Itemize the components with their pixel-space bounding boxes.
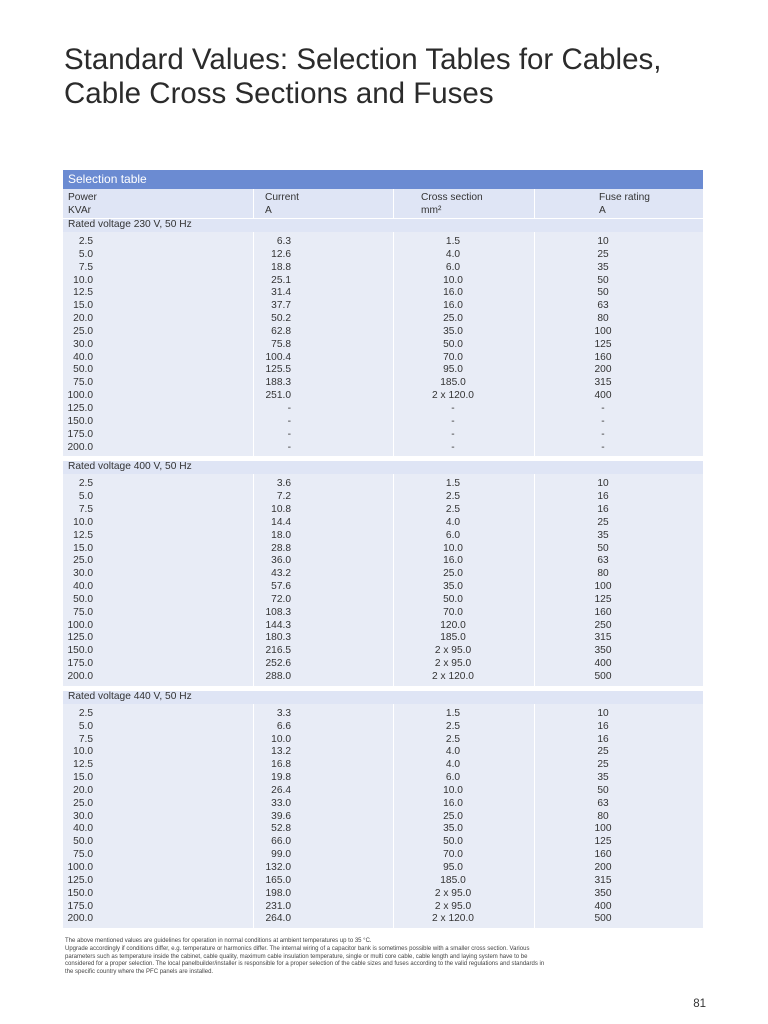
current-cell: 132.0 [265,861,291,873]
power-cell: 40.0 [73,823,93,835]
footnote [65,938,545,977]
table-row [63,416,703,429]
fuse-rating-cell: 50 [597,784,609,796]
cross-section-cell: 50.0 [443,836,463,848]
current-cell: 125.5 [265,364,291,376]
table-row [63,746,703,759]
table-row [63,798,703,811]
current-cell: 264.0 [265,913,291,925]
current-cell: 33.0 [271,797,291,809]
power-cell: 125.0 [67,632,93,644]
power-cell: 75.0 [73,606,93,618]
fuse-rating-cell: 500 [594,671,612,682]
column-header-power [68,192,97,217]
power-cell: 5.0 [78,491,93,503]
power-cell: 40.0 [73,351,93,363]
power-cell: 100.0 [67,390,93,402]
table-row [63,645,703,658]
current-cell: 100.4 [265,351,291,363]
column-header-cross-section-unit: mm² [421,204,442,216]
fuse-rating-cell: 80 [597,568,609,580]
page-title-line-2: Cable Cross Sections and Fuses [64,77,494,110]
current-cell: 10.0 [271,733,291,745]
voltage-group-rows [63,704,703,928]
table-row [63,849,703,862]
table-row [63,671,703,684]
column-header-cross-section-name: Cross section [421,192,483,203]
current-cell: 180.3 [265,632,291,644]
current-cell: 188.3 [265,377,291,389]
fuse-rating-cell: 160 [594,849,612,861]
cross-section-cell: 185.0 [440,874,466,886]
cross-section-cell: 2.5 [445,504,461,516]
column-header-fuse-rating-name: Fuse rating [599,192,650,203]
current-cell: 75.8 [271,338,291,350]
table-row [63,658,703,671]
fuse-rating-cell: 315 [594,874,612,886]
cross-section-cell: 6.0 [445,529,461,541]
current-cell: 216.5 [265,645,291,657]
table-row [63,236,703,249]
fuse-rating-cell: 50 [597,287,609,299]
footnote-line-2: Upgrade accordingly if conditions differ, e.g. temperature or harmonics differ. The internal wiring of a capacitor bank is sometimes possible with a smaller cross section. Various parameters such as temperature inside the cabinet, cable quality, maximum cable insulation temperature, single or multi core cable, cable length and laying system have to be considered for a proper selection. The local panelbuilder/installer is responsible for a proper selection of the cable sizes and fuses according to the valid regulations and standards in the specific country where the PFC panels are installed. [65,945,545,976]
current-cell: 231.0 [265,900,291,912]
current-cell: 18.8 [271,261,291,273]
fuse-rating-cell: 315 [594,377,612,389]
power-cell: 175.0 [67,900,93,912]
column-header-power-name: Power [68,192,97,203]
power-cell: 12.5 [73,287,93,299]
table-row [63,429,703,442]
page-number: 81 [693,998,706,1010]
cross-section-cell: 35.0 [443,325,463,337]
current-cell: 13.2 [271,746,291,758]
current-cell: 3.6 [276,478,291,490]
column-headers [63,189,703,219]
power-cell: 12.5 [73,759,93,771]
cross-section-cell: - [451,415,455,427]
cross-section-cell: 1.5 [445,236,461,247]
table-row [63,785,703,798]
power-cell: 5.0 [78,720,93,732]
voltage-group-rows [63,474,703,686]
group-padding [63,926,703,928]
current-cell: 19.8 [271,772,291,784]
table-row [63,543,703,556]
cross-section-cell: 2.5 [445,491,461,503]
power-cell: 2.5 [78,707,93,719]
power-cell: 150.0 [67,415,93,427]
current-cell: 165.0 [265,874,291,886]
current-cell: 144.3 [265,619,291,631]
table-row [63,901,703,914]
table-row [63,403,703,416]
power-cell: 30.0 [73,810,93,822]
power-cell: 15.0 [73,772,93,784]
current-cell: 36.0 [271,555,291,567]
power-cell: 125.0 [67,874,93,886]
table-row [63,721,703,734]
table-row [63,530,703,543]
power-cell: 2.5 [78,478,93,490]
fuse-rating-cell: 25 [597,248,609,260]
cross-section-cell: 2.5 [445,720,461,732]
cross-section-cell: 95.0 [443,364,463,376]
table-row [63,555,703,568]
cross-section-cell: 120.0 [440,619,466,631]
current-cell: 72.0 [271,593,291,605]
cross-section-cell: 95.0 [443,861,463,873]
fuse-rating-cell: 350 [594,887,612,899]
power-cell: 30.0 [73,568,93,580]
fuse-rating-cell: 80 [597,313,609,325]
power-cell: 10.0 [73,746,93,758]
fuse-rating-cell: 16 [597,504,609,516]
fuse-rating-cell: 100 [594,325,612,337]
cross-section-cell: 6.0 [445,772,461,784]
current-cell: 10.8 [271,504,291,516]
table-row [63,275,703,288]
cross-section-cell: 4.0 [445,759,461,771]
voltage-group-title: Rated voltage 230 V, 50 Hz [63,219,703,232]
power-cell: 10.0 [73,516,93,528]
table-row [63,478,703,491]
current-cell: 66.0 [271,836,291,848]
cross-section-cell: - [451,441,455,453]
table-row [63,581,703,594]
power-cell: 150.0 [67,645,93,657]
fuse-rating-cell: 16 [597,733,609,745]
current-cell: 57.6 [271,581,291,593]
page-title [64,43,724,111]
cross-section-cell: 10.0 [443,542,463,554]
column-header-current [265,192,299,217]
power-cell: 200.0 [67,441,93,453]
voltage-group-title: Rated voltage 440 V, 50 Hz [63,691,703,704]
power-cell: 5.0 [78,248,93,260]
power-cell: 15.0 [73,542,93,554]
cross-section-cell: 70.0 [443,849,463,861]
table-row [63,875,703,888]
voltage-group-title: Rated voltage 400 V, 50 Hz [63,461,703,474]
power-cell: 150.0 [67,887,93,899]
fuse-rating-cell: 200 [594,861,612,873]
table-row [63,300,703,313]
power-cell: 20.0 [73,784,93,796]
cross-section-cell: 2 x 120.0 [432,913,474,925]
table-row [63,326,703,339]
current-cell: 288.0 [265,671,291,682]
cross-section-cell: 1.5 [445,707,461,719]
current-cell: 251.0 [265,390,291,402]
cross-section-cell: 10.0 [443,274,463,286]
power-cell: 50.0 [73,836,93,848]
power-cell: 175.0 [67,658,93,670]
current-cell: 12.6 [271,248,291,260]
fuse-rating-cell: 125 [594,338,612,350]
power-cell: 30.0 [73,338,93,350]
voltage-group-rows [63,232,703,456]
current-cell: 52.8 [271,823,291,835]
power-cell: 125.0 [67,402,93,414]
table-row [63,708,703,721]
footnote-line-1: The above mentioned values are guidelines for operation in normal conditions at ambient temperatures up to 35 °C. [65,938,372,944]
table-header: Selection table [63,170,703,189]
current-cell: - [287,441,291,453]
column-header-power-unit: KVAr [68,204,92,216]
cross-section-cell: 70.0 [443,351,463,363]
cross-section-cell: 2 x 95.0 [434,645,472,657]
power-cell: 15.0 [73,300,93,312]
group-padding [63,454,703,456]
current-cell: 108.3 [265,606,291,618]
power-cell: 10.0 [73,274,93,286]
fuse-rating-cell: 125 [594,836,612,848]
fuse-rating-cell: 200 [594,364,612,376]
power-cell: 200.0 [67,671,93,682]
fuse-rating-cell: 125 [594,593,612,605]
fuse-rating-cell: 63 [597,300,609,312]
power-cell: 50.0 [73,364,93,376]
column-separator [253,189,254,218]
current-cell: 25.1 [271,274,291,286]
cross-section-cell: 16.0 [443,287,463,299]
table-groups [63,219,703,928]
current-cell: 252.6 [265,658,291,670]
table-row [63,313,703,326]
power-cell: 7.5 [78,733,93,745]
selection-table [63,170,703,928]
cross-section-cell: 25.0 [443,568,463,580]
fuse-rating-cell: - [601,428,605,440]
fuse-rating-cell: 16 [597,720,609,732]
power-cell: 12.5 [73,529,93,541]
column-header-cross-section [421,192,483,217]
table-row [63,734,703,747]
table-row [63,888,703,901]
table-row [63,377,703,390]
power-cell: 2.5 [78,236,93,247]
table-row [63,594,703,607]
table-row [63,632,703,645]
cross-section-cell: 50.0 [443,338,463,350]
fuse-rating-cell: 25 [597,746,609,758]
table-row [63,364,703,377]
cross-section-cell: 2 x 120.0 [432,671,474,682]
current-cell: 26.4 [271,784,291,796]
cross-section-cell: - [451,402,455,414]
current-cell: 3.3 [276,707,291,719]
cross-section-cell: 2 x 120.0 [432,390,474,402]
current-cell: 43.2 [271,568,291,580]
current-cell: 37.7 [271,300,291,312]
table-row [63,759,703,772]
table-row [63,442,703,455]
column-header-current-name: Current [265,192,299,203]
table-row [63,339,703,352]
power-cell: 75.0 [73,377,93,389]
cross-section-cell: 1.5 [445,478,461,490]
table-row [63,491,703,504]
power-cell: 40.0 [73,581,93,593]
cross-section-cell: 25.0 [443,810,463,822]
current-cell: - [287,428,291,440]
fuse-rating-cell: 25 [597,759,609,771]
fuse-rating-cell: 250 [594,619,612,631]
current-cell: 99.0 [271,849,291,861]
fuse-rating-cell: 400 [594,390,612,402]
cross-section-cell: 50.0 [443,593,463,605]
fuse-rating-cell: 50 [597,274,609,286]
fuse-rating-cell: 315 [594,632,612,644]
power-cell: 100.0 [67,619,93,631]
cross-section-cell: 16.0 [443,300,463,312]
fuse-rating-cell: 400 [594,900,612,912]
cross-section-cell: 4.0 [445,746,461,758]
column-separator [534,189,535,218]
table-row [63,862,703,875]
current-cell: 18.0 [271,529,291,541]
fuse-rating-cell: 63 [597,797,609,809]
current-cell: 198.0 [265,887,291,899]
table-row [63,568,703,581]
table-row [63,249,703,262]
fuse-rating-cell: 50 [597,542,609,554]
power-cell: 25.0 [73,325,93,337]
power-cell: 25.0 [73,555,93,567]
fuse-rating-cell: 25 [597,516,609,528]
power-cell: 200.0 [67,913,93,925]
table-row [63,811,703,824]
table-row [63,262,703,275]
fuse-rating-cell: 35 [597,772,609,784]
cross-section-cell: 25.0 [443,313,463,325]
fuse-rating-cell: 350 [594,645,612,657]
cross-section-cell: 185.0 [440,632,466,644]
current-cell: 6.3 [276,236,291,247]
cross-section-cell: 4.0 [445,516,461,528]
column-header-fuse-rating-unit: A [599,204,606,216]
power-cell: 7.5 [78,261,93,273]
fuse-rating-cell: 400 [594,658,612,670]
cross-section-cell: 6.0 [445,261,461,273]
table-row [63,352,703,365]
column-header-current-unit: A [265,204,272,216]
power-cell: 7.5 [78,504,93,516]
cross-section-cell: 16.0 [443,555,463,567]
current-cell: 28.8 [271,542,291,554]
cross-section-cell: 10.0 [443,784,463,796]
power-cell: 75.0 [73,849,93,861]
page-title-line-1: Standard Values: Selection Tables for Cables, [64,43,662,76]
fuse-rating-cell: 10 [597,707,609,719]
fuse-rating-cell: 35 [597,261,609,273]
cross-section-cell: 16.0 [443,797,463,809]
fuse-rating-cell: 10 [597,236,609,247]
current-cell: 14.4 [271,516,291,528]
column-separator [393,189,394,218]
cross-section-cell: 35.0 [443,823,463,835]
power-cell: 25.0 [73,797,93,809]
fuse-rating-cell: - [601,441,605,453]
table-row [63,517,703,530]
current-cell: 31.4 [271,287,291,299]
current-cell: 50.2 [271,313,291,325]
power-cell: 50.0 [73,593,93,605]
current-cell: 7.2 [276,491,291,503]
fuse-rating-cell: 160 [594,351,612,363]
fuse-rating-cell: 100 [594,823,612,835]
cross-section-cell: 2 x 95.0 [434,658,472,670]
cross-section-cell: 70.0 [443,606,463,618]
current-cell: - [287,402,291,414]
cross-section-cell: 2 x 95.0 [434,887,472,899]
fuse-rating-cell: 500 [594,913,612,925]
fuse-rating-cell: - [601,402,605,414]
group-padding [63,684,703,686]
fuse-rating-cell: 160 [594,606,612,618]
power-cell: 175.0 [67,428,93,440]
cross-section-cell: 2 x 95.0 [434,900,472,912]
cross-section-cell: 4.0 [445,248,461,260]
column-header-fuse-rating [599,192,650,217]
table-row [63,287,703,300]
fuse-rating-cell: 35 [597,529,609,541]
table-row [63,823,703,836]
cross-section-cell: 35.0 [443,581,463,593]
cross-section-cell: 2.5 [445,733,461,745]
cross-section-cell: 185.0 [440,377,466,389]
power-cell: 100.0 [67,861,93,873]
fuse-rating-cell: 80 [597,810,609,822]
cross-section-cell: - [451,428,455,440]
fuse-rating-cell: 63 [597,555,609,567]
fuse-rating-cell: - [601,415,605,427]
table-row [63,836,703,849]
current-cell: 39.6 [271,810,291,822]
fuse-rating-cell: 10 [597,478,609,490]
fuse-rating-cell: 16 [597,491,609,503]
table-row [63,607,703,620]
table-row [63,504,703,517]
table-row [63,772,703,785]
power-cell: 20.0 [73,313,93,325]
table-row [63,913,703,926]
current-cell: 62.8 [271,325,291,337]
current-cell: - [287,415,291,427]
current-cell: 16.8 [271,759,291,771]
table-row [63,620,703,633]
fuse-rating-cell: 100 [594,581,612,593]
table-row [63,390,703,403]
current-cell: 6.6 [276,720,291,732]
